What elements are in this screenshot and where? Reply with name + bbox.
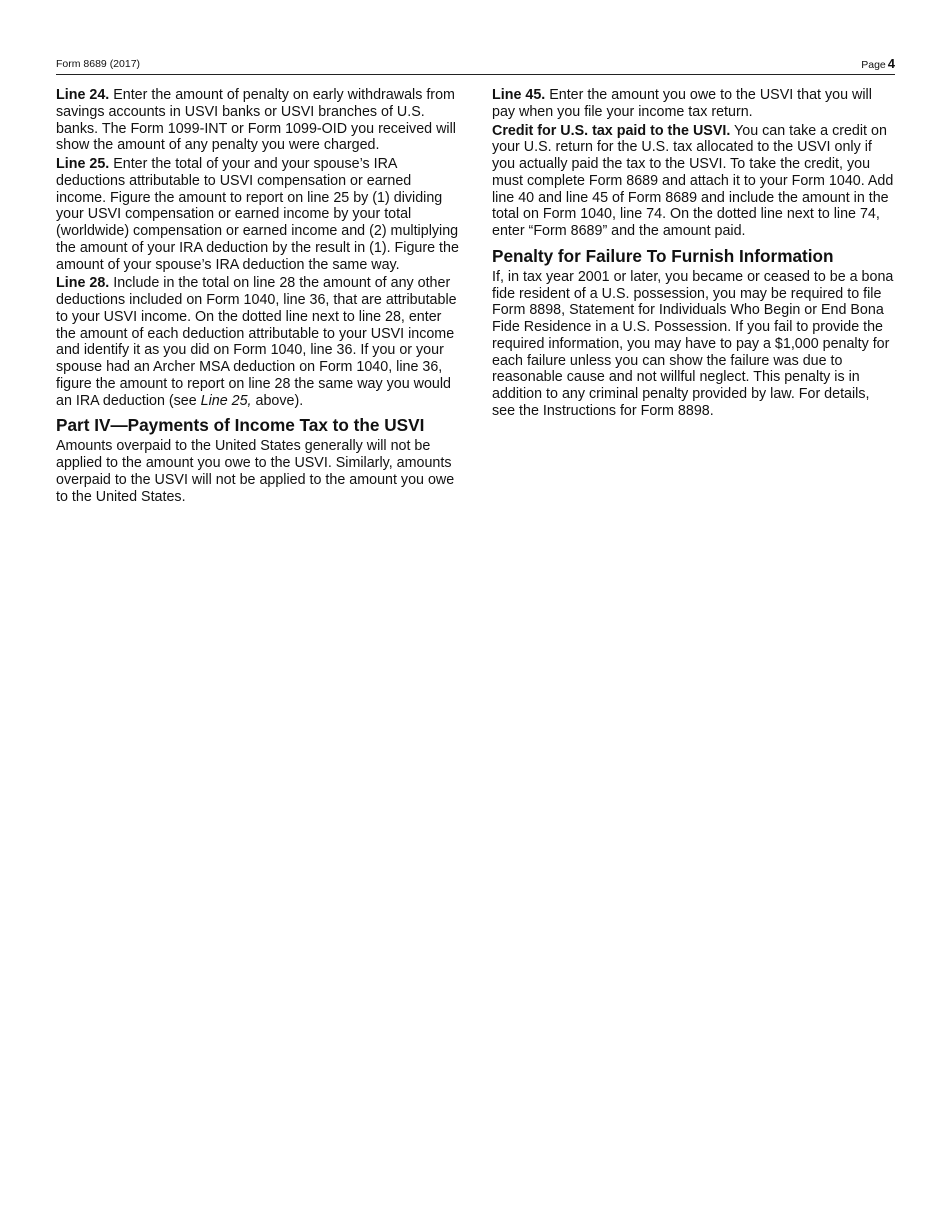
penalty-paragraph: If, in tax year 2001 or later, you became or ceased to be a bona fide resident of a U.S. possession, you may be required to file Form 8898, Statement for Individuals Who Begin or End Bona Fide Residence in a U.S. Possession. If you fail to provide the required information, you may have to pay a $1,000 penalty for each failure unless you can show the failure was due to reasonable cause and not willful neglect. This penalty is in addition to any criminal penalty provided by law. For details, see the Instructions for Form 8898. xyxy=(492,268,894,419)
left-column xyxy=(56,87,460,507)
line-25-paragraph xyxy=(56,156,460,273)
line-24-text: Enter the amount of penalty on early withdrawals from savings accounts in USVI banks or USVI branches of U.S. banks. The Form 1099-INT or Form 1099-OID you received will show the amount of any penalty you were charged. xyxy=(56,87,456,154)
line-28-label: Line 28. xyxy=(56,275,110,292)
credit-label: Credit for U.S. tax paid to the USVI. xyxy=(492,122,731,139)
line-45-text: Enter the amount you owe to the USVI that you will pay when you file your income tax return. xyxy=(492,87,872,120)
page-number: 4 xyxy=(887,56,895,71)
line-24-label: Line 24. xyxy=(56,87,110,103)
line-28-paragraph xyxy=(56,275,460,409)
line-28-reference: Line 25, xyxy=(200,392,252,409)
line-25-label: Line 25. xyxy=(56,156,110,172)
page-header xyxy=(56,56,895,75)
credit-paragraph xyxy=(492,123,896,240)
line-28-text: Include in the total on line 28 the amount of any other deductions included on Form 1040, line 36, that are attributable to your USVI income. On the dotted line next to line 28, enter the amount of each deduction attributable to your USVI income and identify it as you did on Form 1040, line 36. If you or your spouse had an Archer MSA deduction on Form 1040, line 36, figure the amount to report on line 28 the same way you would an IRA deduction (see xyxy=(56,275,457,409)
line-24-paragraph xyxy=(56,87,460,154)
credit-text: You can take a credit on your U.S. return for the U.S. tax allocated to the USVI only if you actually paid the tax to the USVI. To take the credit, you must complete Form 8689 and attach it to your Form 1040. Add line 40 and line 45 of Form 8689 and include the amount in the total on Form 1040, line 74. On the dotted line next to line 74, enter “Form 8689” and the amount paid. xyxy=(492,122,894,239)
penalty-heading: Penalty for Failure To Furnish Information xyxy=(492,245,834,266)
line-45-paragraph xyxy=(492,87,896,121)
page-number-label xyxy=(861,56,895,71)
page-prefix: Page xyxy=(861,59,886,71)
form-identifier: Form 8689 (2017) xyxy=(56,58,141,70)
part-iv-paragraph: Amounts overpaid to the United States generally will not be applied to the amount you owe to the USVI. Similarly, amounts overpaid to the USVI will not be applied to the amount you owe to the United States. xyxy=(56,438,455,505)
part-iv-heading: Part IV—Payments of Income Tax to the USVI xyxy=(56,415,425,436)
line-28-tail: above). xyxy=(251,392,304,409)
line-45-label: Line 45. xyxy=(492,87,546,103)
line-25-text: Enter the total of your and your spouse’s IRA deductions attributable to USVI compensation or earned income. Figure the amount to report on line 25 by (1) dividing your USVI compensation or earned income by your total (worldwide) compensation or earned income and (2) multiplying the amount of your IRA deduction by the result in (1). Figure the amount of your spouse’s IRA deduction the same way. xyxy=(56,156,459,273)
right-column xyxy=(492,87,896,422)
